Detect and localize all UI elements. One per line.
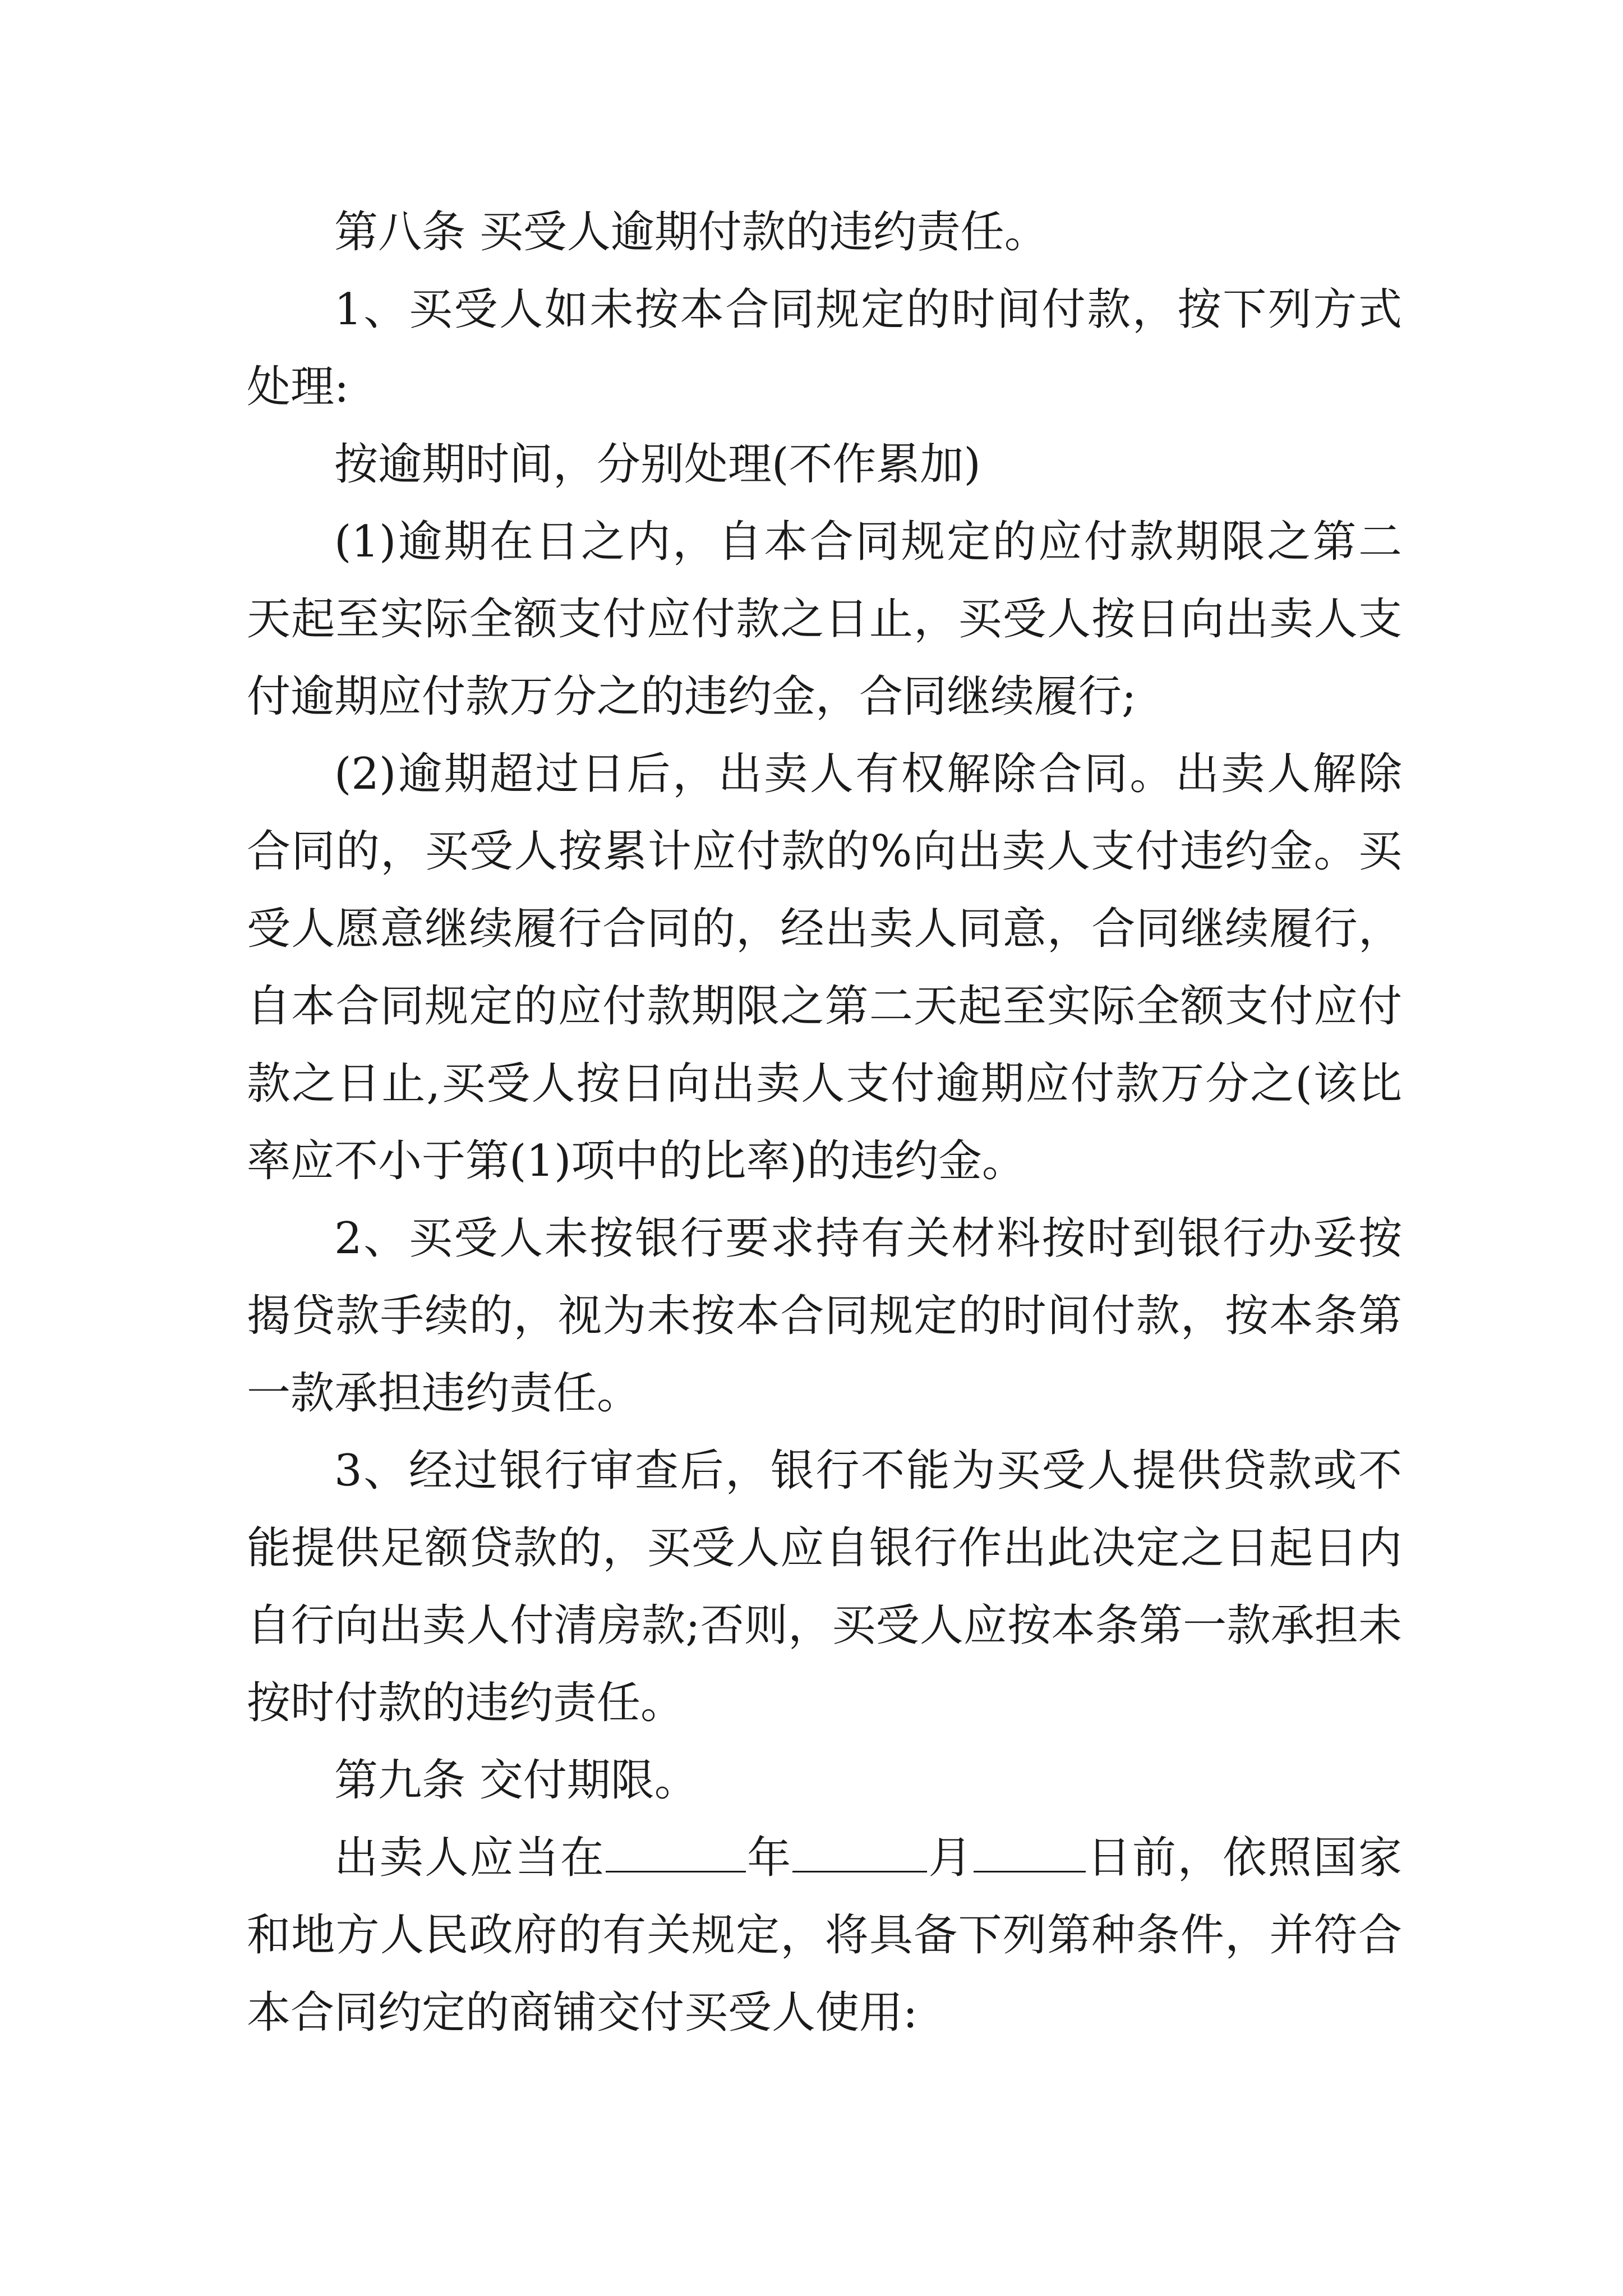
month-blank (792, 1826, 927, 1872)
document-page (247, 194, 1402, 2051)
day-blank (974, 1826, 1086, 1872)
clause-3: 3、经过银行审查后，银行不能为买受人提供贷款或不能提供足额贷款的，买受人应自银行作出此决定之日起日内自行向出卖人付清房款;否则，买受人应按本条第一款承担未按时付款的违约责任。 (247, 1446, 1402, 1728)
clause-2: 2、买受人未按银行要求持有关材料按时到银行办妥按揭贷款手续的，视为未按本合同规定的时间付款，按本条第一款承担违约责任。 (247, 1213, 1402, 1419)
delivery-clause (247, 1819, 1402, 2051)
clause-1-item-2: (2)逾期超过日后，出卖人有权解除合同。出卖人解除合同的，买受人按累计应付款的%向出卖人支付违约金。买受人愿意继续履行合同的，经出卖人同意，合同继续履行，自本合同规定的应付款期限之第二天起至实际全额支付应付款之日止,买受人按日向出卖人支付逾期应付款万分之(该比率应不小于第(1)项中的比率)的违约金。 (247, 749, 1402, 1186)
delivery-suffix: 日前，依照国家和地方人民政府的有关规定，将具备下列第种条件，并符合本合同约定的商铺交付买受人使用: (247, 1833, 1402, 2038)
article-9-heading: 第九条 交付期限。 (334, 1755, 698, 1806)
year-label: 年 (745, 1833, 792, 1883)
clause-1-item-1: (1)逾期在日之内，自本合同规定的应付款期限之第二天起至实际全额支付应付款之日止，买受人按日向出卖人支付逾期应付款万分之的违约金，合同继续履行; (247, 517, 1402, 722)
clause-1: 1、买受人如未按本合同规定的时间付款，按下列方式处理: (247, 284, 1402, 412)
delivery-prefix: 出卖人应当在 (334, 1833, 606, 1883)
article-8-heading: 第八条 买受人逾期付款的违约责任。 (334, 207, 1048, 257)
clause-1-note: 按逾期时间，分别处理(不作累加) (334, 439, 981, 490)
month-label: 月 (926, 1833, 974, 1883)
year-blank (606, 1826, 746, 1872)
